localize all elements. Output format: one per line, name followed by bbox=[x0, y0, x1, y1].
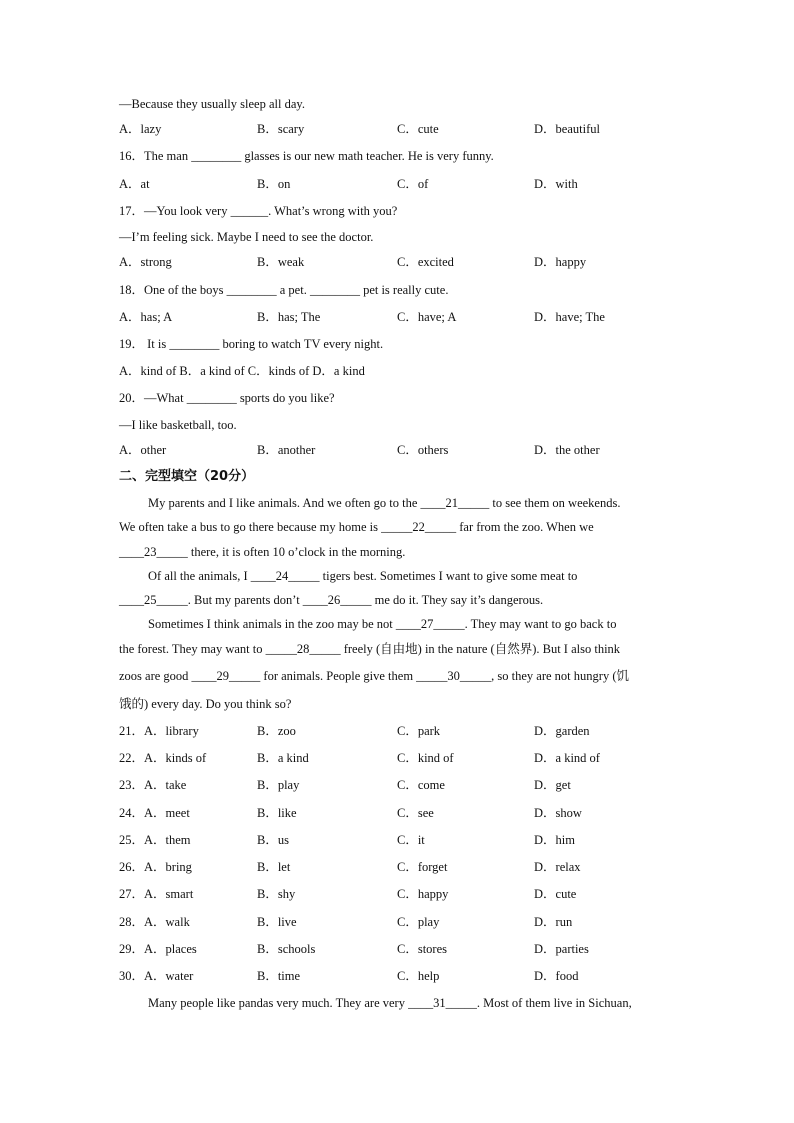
option-b: B．play bbox=[257, 778, 300, 792]
option-c: C．park bbox=[397, 724, 441, 738]
option-d: D．the other bbox=[534, 443, 600, 457]
option-d: D．get bbox=[534, 778, 571, 792]
passage-line: the forest. They may want to _____28_____ freely (自由地) in the nature (自然界). But I also think bbox=[119, 642, 621, 656]
option-b: B．us bbox=[257, 833, 289, 847]
option-b: B．schools bbox=[257, 942, 316, 956]
option-c: C．have; A bbox=[397, 310, 457, 324]
option-d: D．have; The bbox=[534, 310, 605, 324]
option-d: D．cute bbox=[534, 887, 577, 901]
question-30-a: 30．A．water bbox=[119, 969, 194, 983]
option-c: C．help bbox=[397, 969, 440, 983]
section-heading: 二、完型填空（20分） bbox=[119, 469, 255, 484]
option-c: C．cute bbox=[397, 122, 439, 136]
option-b: B．time bbox=[257, 969, 301, 983]
option-b: B．live bbox=[257, 915, 297, 929]
passage-line: Of all the animals, I ____24_____ tigers best. Sometimes I want to give some meat to bbox=[148, 569, 578, 583]
option-c: C．stores bbox=[397, 942, 448, 956]
question-26-a: 26．A．bring bbox=[119, 860, 192, 874]
option-b: B．has; The bbox=[257, 310, 321, 324]
question-28-a: 28．A．walk bbox=[119, 915, 190, 929]
passage-line: My parents and I like animals. And we often go to the ____21_____ to see them on weekends. bbox=[148, 496, 621, 510]
option-b: B．let bbox=[257, 860, 291, 874]
option-d: D．him bbox=[534, 833, 575, 847]
passage-line: Many people like pandas very much. They are very ____31_____. Most of them live in Sichuan, bbox=[148, 996, 632, 1010]
passage-line: Sometimes I think animals in the zoo may be not ____27_____. They may want to go back to bbox=[148, 617, 617, 631]
option-a: A．other bbox=[119, 443, 167, 457]
option-b: B．weak bbox=[257, 255, 305, 269]
option-d: D．happy bbox=[534, 255, 587, 269]
question-20: 20．—What ________ sports do you like? bbox=[119, 391, 335, 405]
question-16: 16．The man ________ glasses is our new math teacher. He is very funny. bbox=[119, 149, 494, 163]
option-c: C．happy bbox=[397, 887, 449, 901]
question-19: 19． It is ________ boring to watch TV every night. bbox=[119, 337, 384, 351]
option-d: D．beautiful bbox=[534, 122, 600, 136]
option-d: D．relax bbox=[534, 860, 581, 874]
option-a: A．at bbox=[119, 177, 150, 191]
option-b: B．another bbox=[257, 443, 316, 457]
option-a: A．has; A bbox=[119, 310, 173, 324]
question-19-options: A．kind of B．a kind of C．kinds of D．a kind bbox=[119, 364, 365, 378]
question-17-reply: —I’m feeling sick. Maybe I need to see the doctor. bbox=[119, 230, 374, 244]
option-d: D．a kind of bbox=[534, 751, 600, 765]
option-d: D．parties bbox=[534, 942, 589, 956]
option-a: A．strong bbox=[119, 255, 172, 269]
question-21-a: 21．A．library bbox=[119, 724, 199, 738]
question-18: 18．One of the boys ________ a pet. ________ pet is really cute. bbox=[119, 283, 449, 297]
option-c: C．forget bbox=[397, 860, 448, 874]
option-c: C．play bbox=[397, 915, 440, 929]
question-17: 17．—You look very ______. What’s wrong with you? bbox=[119, 204, 398, 218]
option-c: C．of bbox=[397, 177, 429, 191]
passage-line: ____25_____. But my parents don’t ____26_____ me do it. They say it’s dangerous. bbox=[119, 593, 544, 607]
option-b: B．on bbox=[257, 177, 291, 191]
option-b: B．like bbox=[257, 806, 297, 820]
option-c: C．come bbox=[397, 778, 445, 792]
passage-line: 饿的) every day. Do you think so? bbox=[119, 697, 292, 711]
option-c: C．it bbox=[397, 833, 425, 847]
question-23-a: 23．A．take bbox=[119, 778, 187, 792]
passage-line: We often take a bus to go there because my home is _____22_____ far from the zoo. When we bbox=[119, 520, 594, 534]
passage-line: ____23_____ there, it is often 10 o’clock in the morning. bbox=[119, 545, 406, 559]
option-b: B．shy bbox=[257, 887, 296, 901]
question-27-a: 27．A．smart bbox=[119, 887, 194, 901]
option-a: A．lazy bbox=[119, 122, 162, 136]
passage-line: zoos are good ____29_____ for animals. People give them _____30_____, so they are not hungry (饥 bbox=[119, 669, 629, 683]
option-d: D．run bbox=[534, 915, 573, 929]
option-c: C．kind of bbox=[397, 751, 454, 765]
option-c: C．see bbox=[397, 806, 434, 820]
option-c: C．excited bbox=[397, 255, 454, 269]
question-20-reply: —I like basketball, too. bbox=[119, 418, 237, 432]
option-b: B．scary bbox=[257, 122, 305, 136]
question-22-a: 22．A．kinds of bbox=[119, 751, 207, 765]
option-d: D．food bbox=[534, 969, 579, 983]
option-b: B．zoo bbox=[257, 724, 296, 738]
option-c: C．others bbox=[397, 443, 449, 457]
answer-line: —Because they usually sleep all day. bbox=[119, 97, 305, 111]
option-b: B．a kind bbox=[257, 751, 309, 765]
option-d: D．with bbox=[534, 177, 578, 191]
question-24-a: 24．A．meet bbox=[119, 806, 190, 820]
option-d: D．garden bbox=[534, 724, 590, 738]
question-29-a: 29．A．places bbox=[119, 942, 197, 956]
option-d: D．show bbox=[534, 806, 582, 820]
question-25-a: 25．A．them bbox=[119, 833, 191, 847]
